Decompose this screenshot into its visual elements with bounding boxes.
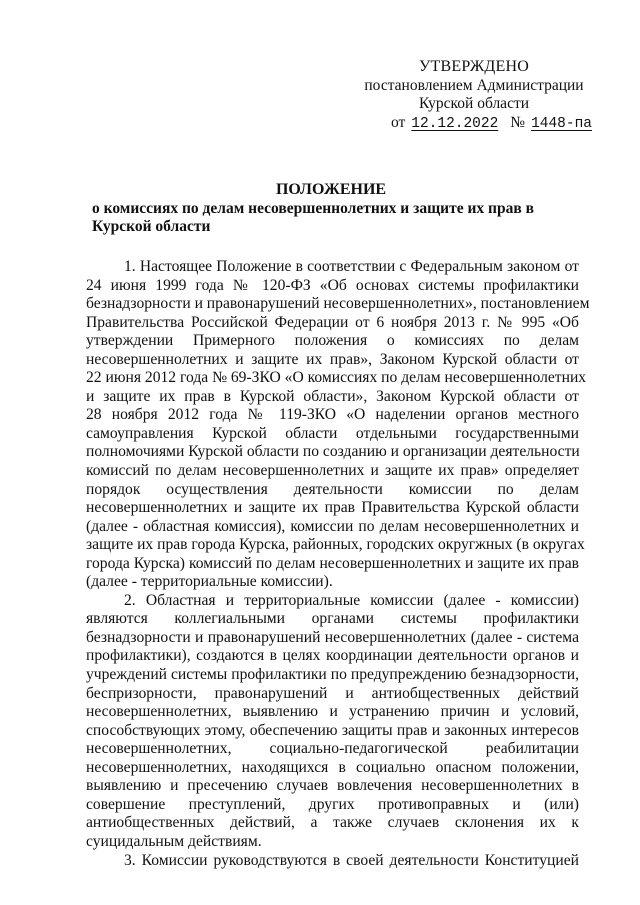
text-line: безнадзорности и правонарушений несовершеннолетних (далее - система (86, 628, 579, 646)
text-line: суицидальным действиям. (86, 832, 262, 850)
text-line: безнадзорности и правонарушений несовершеннолетних», постановлением (86, 295, 590, 313)
text-line: (далее - территориальные комиссии). (86, 573, 333, 591)
text-line: 2. Областная и территориальные комиссии (далее - комиссии) (124, 591, 579, 609)
text-line: и защите их прав в Курской области», Законом Курской области от (86, 387, 579, 405)
approval-line: постановлением Администрации (364, 76, 584, 94)
document-title (86, 181, 576, 237)
text-line: беспризорности, правонарушений и антиобщественных действий (86, 684, 579, 702)
text-line: являются коллегиальными органами системы профилактики (86, 610, 579, 628)
text-line: утверждении Примерного положения о комиссиях по делам (86, 332, 579, 350)
approval-line: Курской области (418, 95, 530, 113)
text-line: учреждений системы профилактики по предупреждению безнадзорности, (86, 666, 579, 684)
text-line: несовершеннолетних и защите их прав Правительства Курской области (86, 499, 579, 517)
text-line: 28 ноября 2012 года № 119-ЗКО «О наделении органов местного (86, 406, 579, 424)
text-line: 24 июня 1999 года № 120-ФЗ «Об основах системы профилактики (86, 276, 579, 294)
text-line: города Курска) комиссий по делам несовершеннолетних и защите их прав (86, 554, 579, 572)
text-line: комиссий по делам несовершеннолетних и защите их прав» определяет (86, 462, 579, 480)
approval-heading: УТВЕРЖДЕНО (418, 58, 529, 75)
number-prefix: № (510, 113, 526, 131)
approval-stamp (354, 58, 594, 133)
text-line: защите их прав города Курска, районных, городских округжных (в округах (86, 536, 585, 554)
text-line: несовершеннолетних, выявлению и устранению причин и условий, (86, 703, 579, 721)
date-prefix: от (390, 113, 406, 131)
approval-number: 1448-па (531, 115, 592, 132)
text-line: 1. Настоящее Положение в соответствии с Федеральным законом от (124, 258, 579, 275)
approval-dateline (354, 114, 594, 134)
text-line: (далее - областная комиссия), комиссии по делам несовершеннолетних и (86, 517, 579, 535)
text-line: 22 июня 2012 года № 69-ЗКО «О комиссиях по делам несовершеннолетних (86, 369, 587, 387)
text-line: совершение преступлений, других противоправных и (или) (86, 795, 579, 813)
text-line: несовершеннолетних и защите их прав», Законом Курской области от (86, 350, 579, 368)
title-subtitle: Курской области (92, 218, 211, 236)
text-line: 3. Комиссии руководствуются в своей деятельности Конституцией (124, 851, 579, 869)
title-main: ПОЛОЖЕНИЕ (275, 181, 387, 198)
text-line: несовершеннолетних, социально-педагогической реабилитации (86, 740, 579, 758)
text-line: антиобщественных действий, а также случаев склонения их к (86, 814, 579, 832)
document-body (86, 258, 590, 870)
text-line: полномочиями Курской области по созданию и организации деятельности (86, 443, 580, 461)
text-line: самоуправления Курской области отдельными государственными (86, 424, 579, 442)
text-line: Правительства Российской Федерации от 6 ноября 2013 г. № 995 «Об (86, 313, 579, 331)
approval-date: 12.12.2022 (411, 115, 499, 132)
text-line: выявлению и пресечению случаев вовлечения несовершеннолетних в (86, 777, 579, 795)
text-line: порядок осуществления деятельности комиссии по делам (86, 480, 579, 498)
text-line: несовершеннолетних, находящихся в социально опасном положении, (86, 758, 579, 776)
text-line: способствующих этому, обеспечению защиты прав и законных интересов (86, 721, 579, 739)
title-subtitle: о комиссиях по делам несовершеннолетних и защите их прав в (92, 199, 534, 217)
text-line: профилактики), создаются в целях координации деятельности органов и (86, 647, 579, 665)
